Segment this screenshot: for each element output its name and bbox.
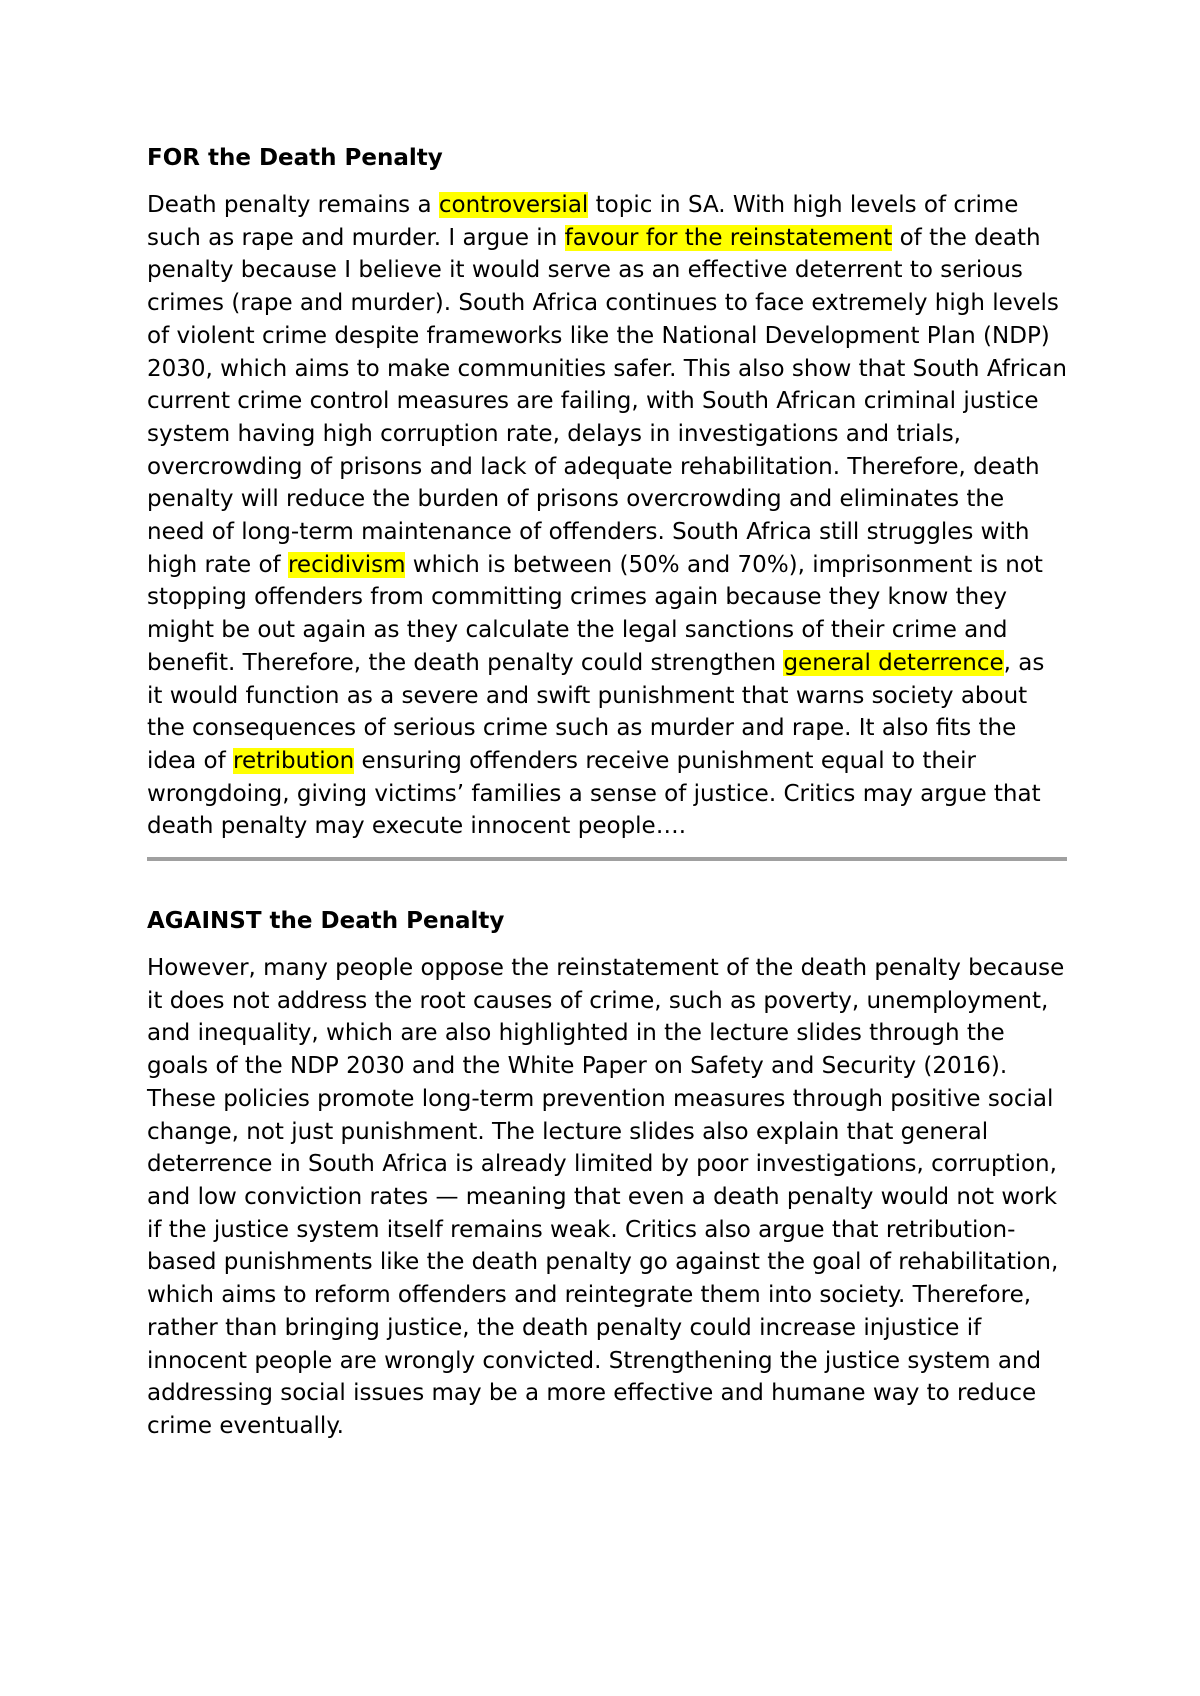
for-text-segment: topic in SA. With high levels of crime such as rape and murder. I argue in xyxy=(147,192,1019,251)
for-text-segment: ensuring offenders receive punishment equal to their wrongdoing, giving victims’ families a sense of justice. Critics may argue that death penalty may execute innocent people…. xyxy=(147,747,1041,840)
highlight-general-deterrence: general deterrence xyxy=(783,649,1004,676)
for-text-segment: Death penalty remains a xyxy=(147,192,439,218)
highlight-controversial: controversial xyxy=(438,192,589,218)
section-divider xyxy=(147,857,1067,861)
highlight-retribution: retribution xyxy=(233,747,355,774)
highlight-favour-reinstatement: favour for the reinstatement xyxy=(564,224,893,251)
highlight-recidivism: recidivism xyxy=(287,551,406,578)
for-text-segment: which is between (50% and 70%), imprisonment is not stopping offenders from committing crimes again because they know they might be out again as they calculate the legal sanctions of their crime and benefit. Therefore, the death penalty could strengthen xyxy=(147,551,1043,676)
against-section-paragraph: However, many people oppose the reinstatement of the death penalty because it does not address the root causes of crime, such as poverty, unemployment, and inequality, which are also highlighted in the lecture slides through the goals of the NDP 2030 and the White Paper on Safety and Security (2016). These policies promote long-term prevention measures through positive social change, not just punishment. The lecture slides also explain that general deterrence in South Africa is already limited by poor investigations, corruption, and low conviction rates — meaning that even a death penalty would not work if the justice system itself remains weak. Critics also argue that retribution-based punishments like the death penalty go against the goal of rehabilitation, which aims to reform offenders and reintegrate them into society. Therefore, rather than bringing justice, the death penalty could increase injustice if innocent people are wrongly convicted. Strengthening the justice system and addressing social issues may be a more effective and humane way to reduce crime eventually. xyxy=(147,955,1065,1439)
for-text-segment: , as it would function as a severe and swift punishment that warns society about the consequences of serious crime such as murder and rape. It also fits the idea of xyxy=(147,649,1045,774)
against-section-heading: AGAINST the Death Penalty xyxy=(147,908,505,935)
for-section-paragraph xyxy=(147,189,1067,843)
for-text-segment: of the death penalty because I believe it would serve as an effective deterrent to serious crimes (rape and murder). South Africa continues to face extremely high levels of violent crime despite frameworks like the National Development Plan (NDP) 2030, which aims to make communities safer. This also show that South African current crime control measures are failing, with South African criminal justice system having high corruption rate, delays in investigations and trials, overcrowding of prisons and lack of adequate rehabilitation. Therefore, death penalty will reduce the burden of prisons overcrowding and eliminates the need of long-term maintenance of offenders. South Africa still struggles with high rate of xyxy=(147,224,1067,578)
document-body xyxy=(147,142,1067,1443)
for-section-heading: FOR the Death Penalty xyxy=(147,145,443,171)
